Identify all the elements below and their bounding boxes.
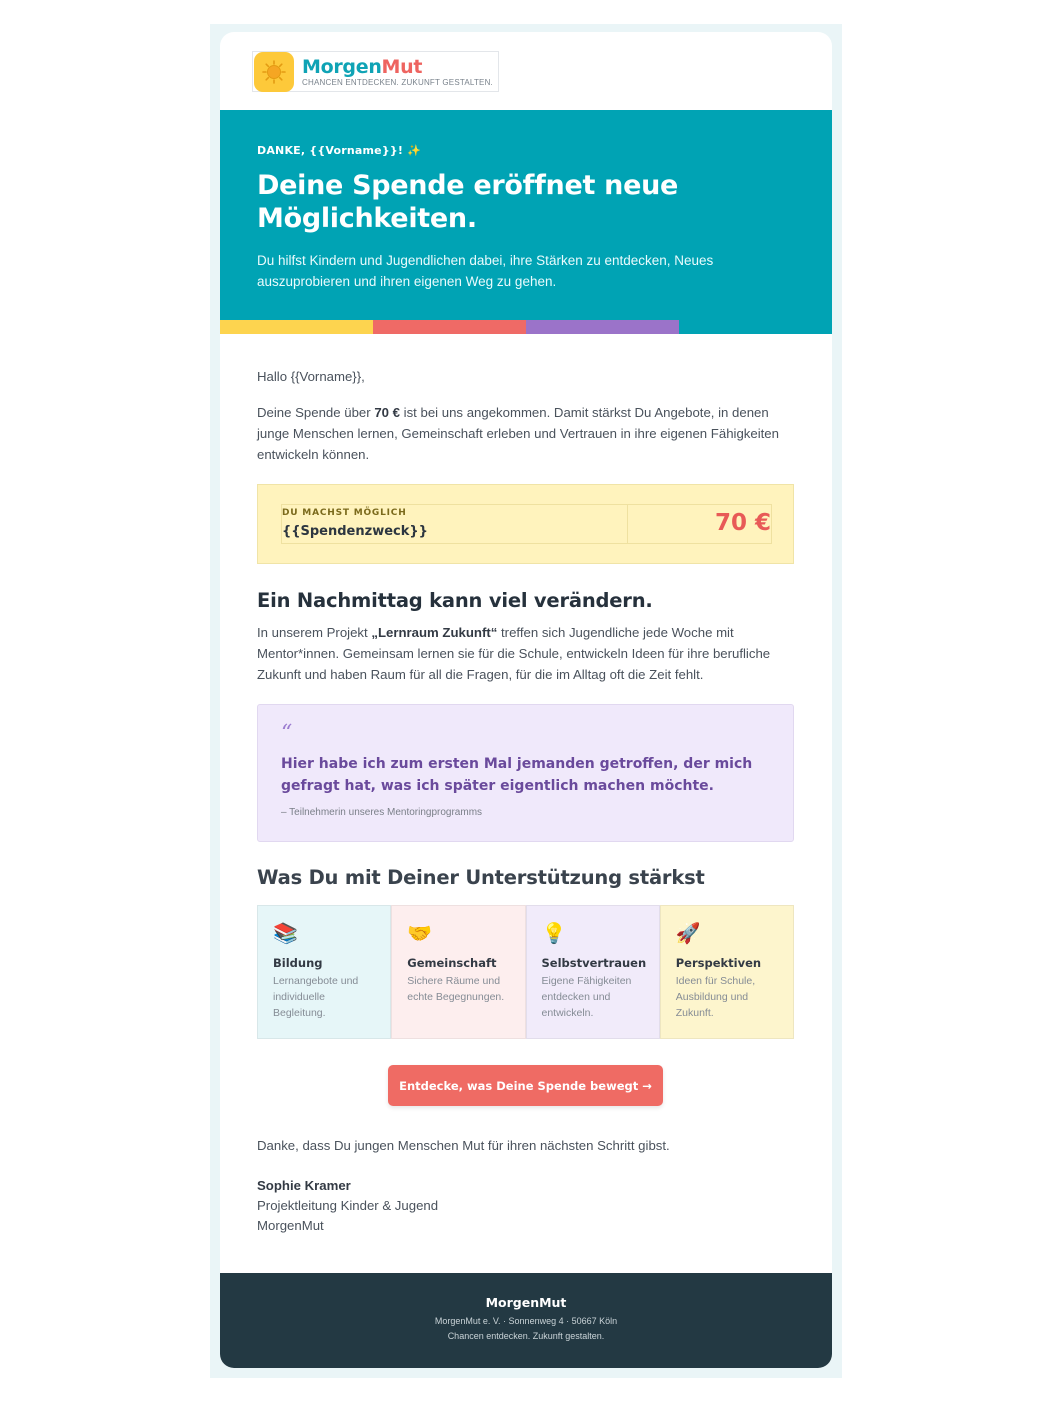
impact-heading: Was Du mit Deiner Unterstützung stärkst [257,866,705,889]
greeting: Hallo {{Vorname}}, [257,369,365,384]
impact-divider [627,505,628,543]
color-stripe-segment [220,320,373,334]
hero-banner [220,110,832,320]
intro-section [257,366,794,480]
logo[interactable] [252,51,499,92]
rocket-icon: 🚀 [675,923,701,945]
testimonial-quote [257,704,794,842]
brand-name [302,57,493,77]
lightbulb-icon: 💡 [541,923,567,945]
impact-tile-bildung [257,905,391,1039]
brand-name-part2: Mut [381,55,423,78]
tile-description: Ideen für Schule, Ausbildung und Zukunft. [675,975,756,1019]
signature-org: MorgenMut [257,1218,324,1233]
tile-title: Bildung [273,956,323,970]
email-card [220,32,832,1368]
intro-text-after: ist bei uns angekommen. Damit stärkst Du Angebote, in denen junge Menschen lernen, Gemeinschaft erleben und Vertrauen in ihre eigenen Fähigkeiten entwickeln können. [257,405,779,462]
tile-title: Selbstvertrauen [541,956,647,970]
color-stripe [220,320,832,334]
intro-amount: 70 € [374,405,400,420]
hero-title: Deine Spende eröffnet neue Möglichkeiten. [257,170,679,234]
footer-brand: MorgenMut [485,1295,567,1310]
story-paragraph [257,622,794,685]
story-heading: Ein Nachmittag kann viel verändern. [257,589,653,612]
donation-purpose: {{Spendenzweck}} [282,524,428,539]
project-name: „Lernraum Zukunft“ [371,625,498,640]
email-background [210,24,842,1378]
signature-name: Sophie Kramer [257,1178,351,1193]
impact-tiles [257,905,794,1039]
sparkle-icon: ✨ [407,144,422,157]
sun-icon [254,52,294,92]
footer-address: MorgenMut e. V. · Sonnenweg 4 · 50667 Köln [434,1316,618,1326]
tile-description: Lernangebote und individuelle Begleitung. [273,975,359,1019]
impact-tile-perspektiven [660,905,794,1039]
story-text-before: In unserem Projekt [257,625,372,640]
color-stripe-segment [526,320,679,334]
tile-title: Perspektiven [675,956,762,970]
quote-text: Hier habe ich zum ersten Mal jemanden getroffen, der mich gefragt hat, was ich später eigentlich machen möchte. [281,756,753,794]
footer [220,1273,832,1368]
cta-button[interactable]: Entdecke, was Deine Spende bewegt → [388,1065,663,1106]
intro-text-before: Deine Spende über [257,405,375,420]
color-stripe-segment [679,320,832,334]
intro-paragraph [257,402,794,465]
story-text-after: treffen sich Jugendliche jede Woche mit Mentor*innen. Gemeinsam lernen sie für die Schule, entwickeln Ideen für ihre berufliche Zukunft und haben Raum für all die Fragen, für die im Alltag oft die Zeit fehlt. [257,625,771,682]
impact-tile-selbstvertrauen [526,905,660,1039]
brand-name-part1: Morgen [302,55,382,78]
hero-eyebrow-text: DANKE, {{Vorname}}! [257,144,404,157]
color-stripe-segment [373,320,526,334]
quote-mark-icon: “ [281,721,293,746]
books-icon: 📚 [273,923,298,945]
tile-title: Gemeinschaft [407,956,497,970]
tile-description: Sichere Räume und echte Begegnungen. [407,975,505,1003]
quote-author: – Teilnehmerin unseres Mentoringprogramms [281,807,483,818]
signature-role: Projektleitung Kinder & Jugend [257,1198,439,1213]
closing-text: Danke, dass Du jungen Menschen Mut für ihren nächsten Schritt gibst. [257,1138,670,1153]
brand-tagline: CHANCEN ENTDECKEN. ZUKUNFT GESTALTEN. [302,77,493,87]
footer-tagline: Chancen entdecken. Zukunft gestalten. [447,1331,605,1341]
donation-impact-box [257,484,794,564]
impact-tile-gemeinschaft [391,905,525,1039]
signature [257,1176,438,1236]
impact-label: DU MACHST MÖGLICH [282,508,407,518]
donation-amount: 70 € [714,510,771,536]
hero-eyebrow [257,144,795,157]
handshake-icon: 🤝 [407,923,433,945]
tile-description: Eigene Fähigkeiten entdecken und entwickeln. [541,975,632,1019]
hero-subtitle: Du hilfst Kindern und Jugendlichen dabei, ihre Stärken zu entdecken, Neues auszuprobieren und ihren eigenen Weg zu gehen. [257,253,714,289]
